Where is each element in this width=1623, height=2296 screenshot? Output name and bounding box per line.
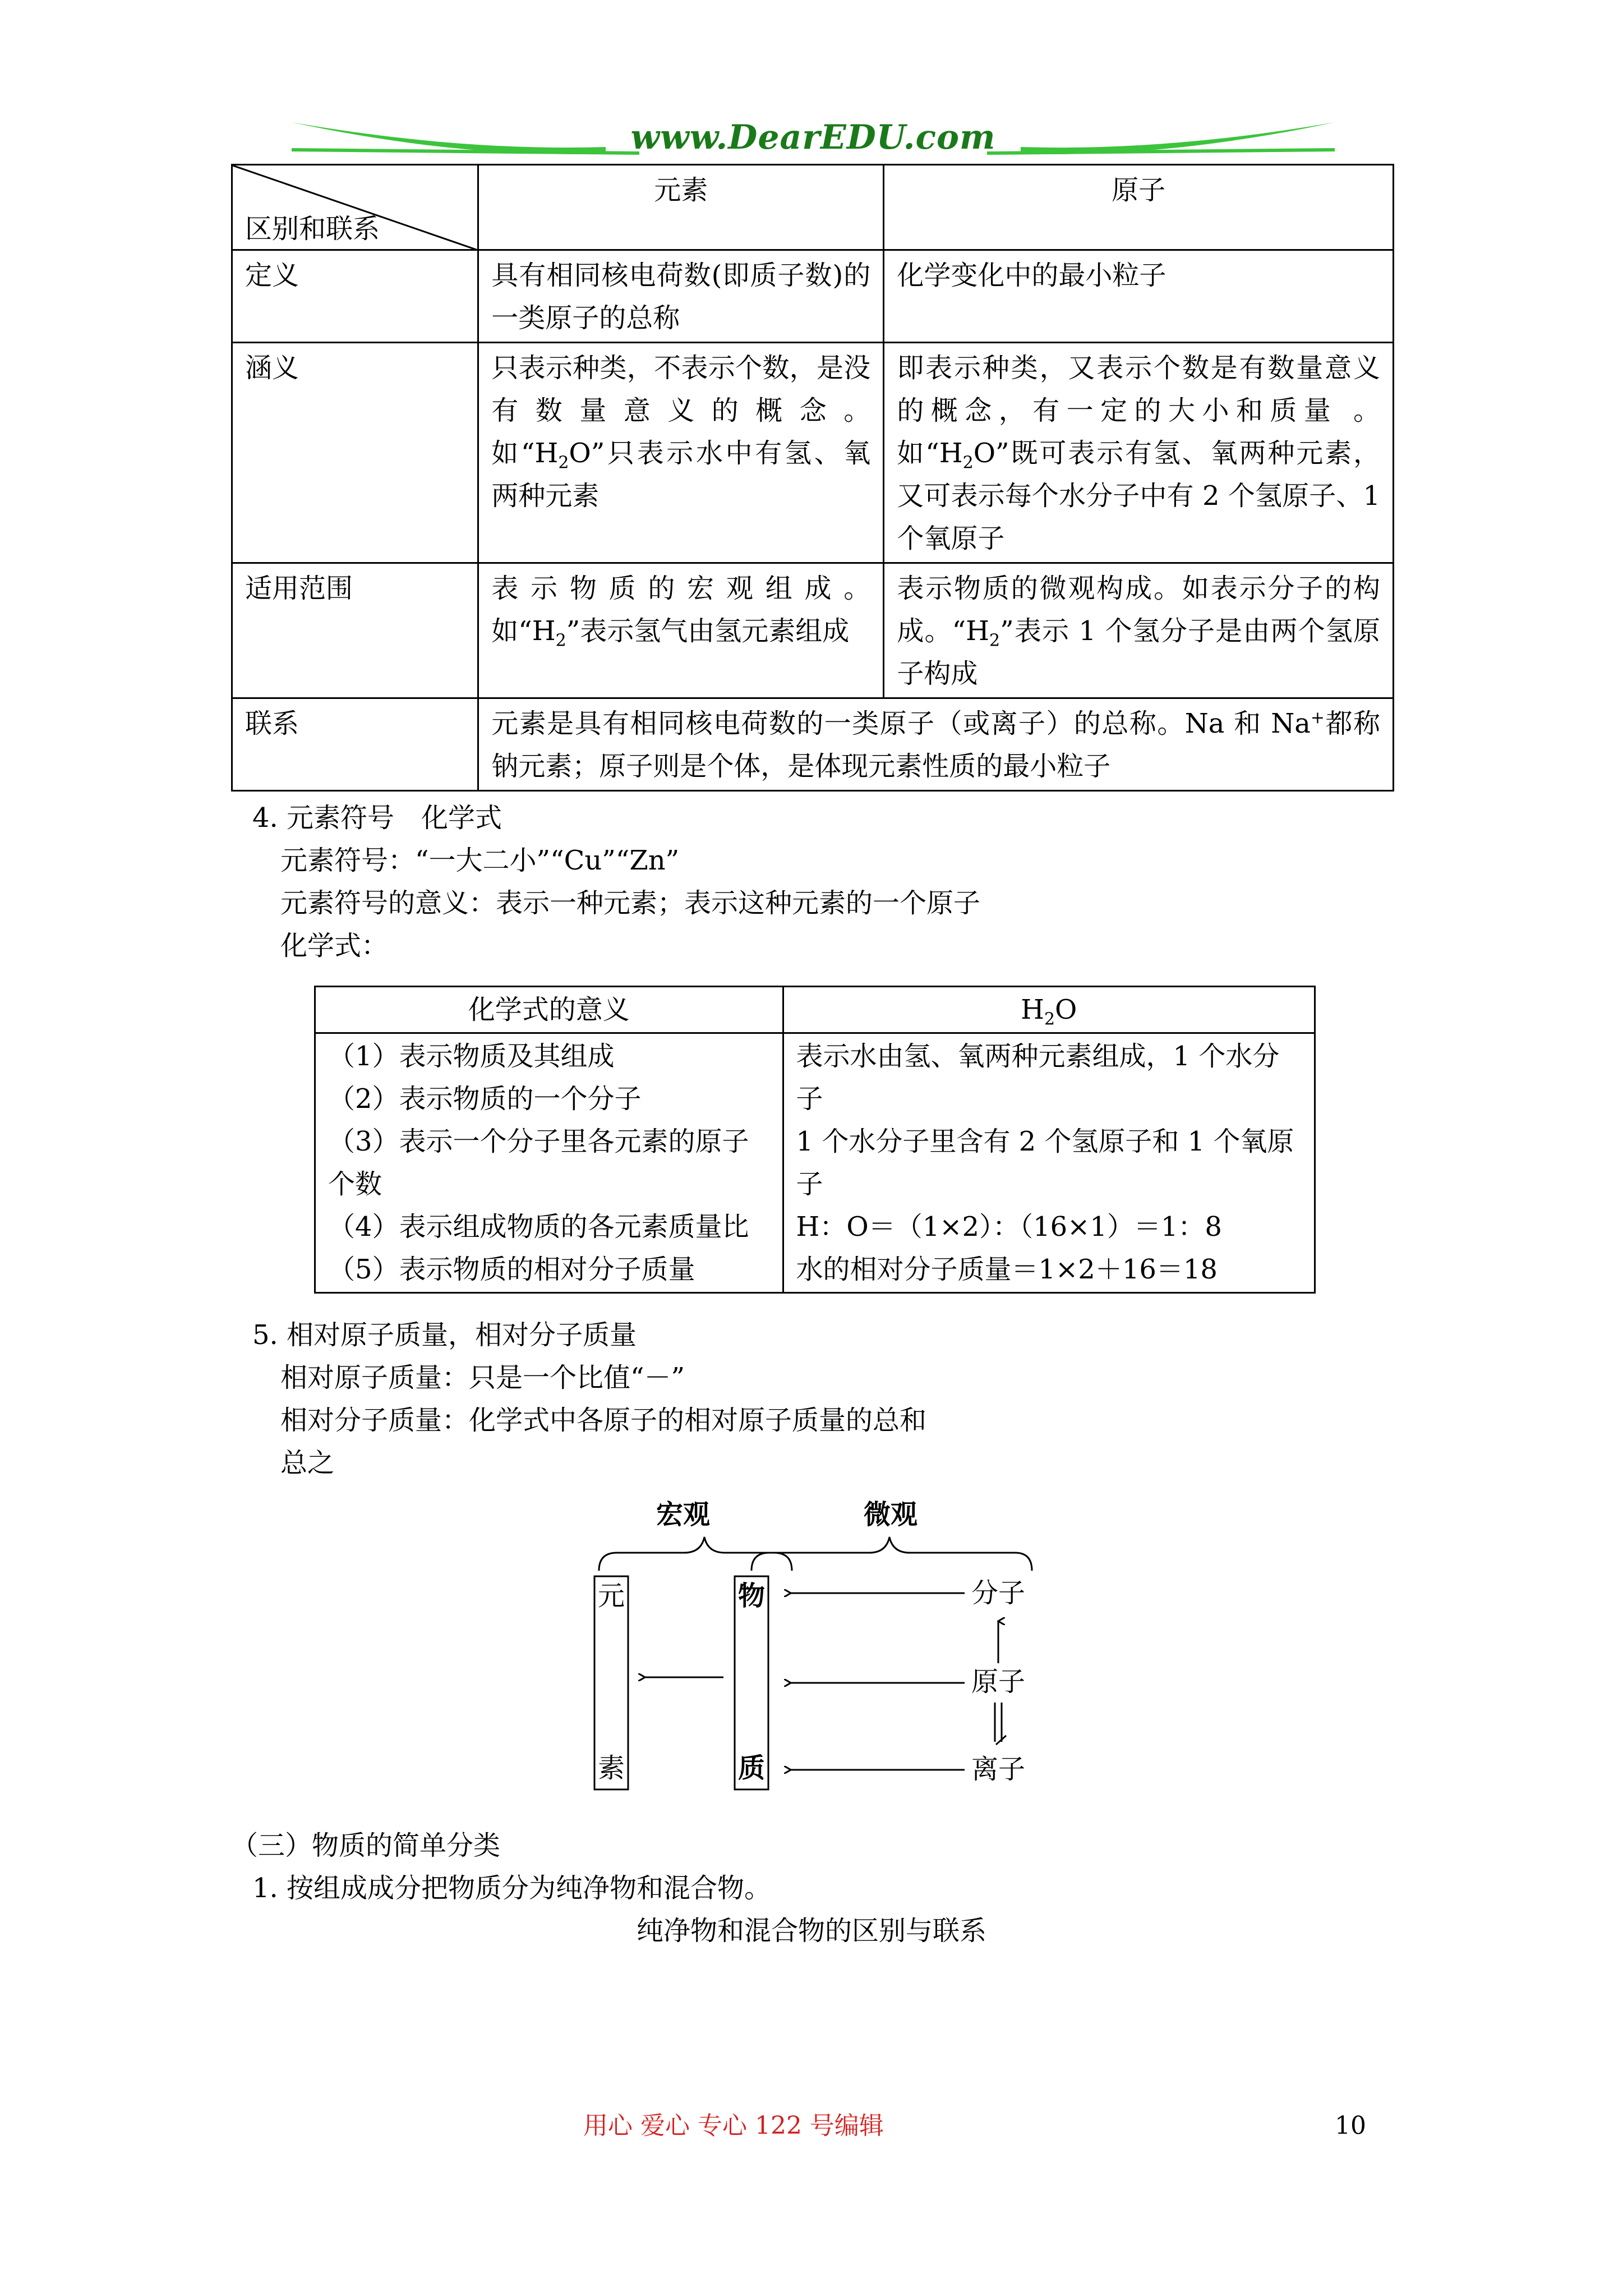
header-h2o: $H_2O$ — [783, 987, 1315, 1033]
list-item: （5）表示物质的相对分子质量 — [328, 1254, 695, 1285]
banner-title: www.DearEDU.com — [630, 118, 996, 157]
cell-merged: 元素是具有相同核电荷数的一类原子（或离子）的总称。Na 和 Na+都称钠元素；原子则是个体，是体现元素性质的最小粒子 — [478, 698, 1394, 791]
list-item: （1）表示物质及其组成 — [328, 1041, 615, 1072]
list-item: 子 — [796, 1083, 823, 1115]
ion-label: 离子 — [971, 1754, 1026, 1785]
section4-line3: 化学式： — [280, 930, 389, 961]
section5-line1: 相对原子质量：只是一个比值“－” — [280, 1362, 685, 1393]
col-header-element: 元素 — [478, 165, 884, 250]
footer-text: 用心 爱心 专心 122 号编辑 — [583, 2111, 884, 2140]
list-item: 水的相对分子质量＝1×2＋16＝18 — [796, 1254, 1218, 1285]
list-item: （4）表示组成物质的各元素质量比 — [328, 1211, 749, 1243]
micro-label: 微观 — [864, 1499, 918, 1530]
section4-line1: 元素符号：“一大二小”“Cu”“Zn” — [280, 845, 680, 876]
section5-line2: 相对分子质量：化学式中各原子的相对原子质量的总和 — [280, 1405, 927, 1436]
list-item: 个数 — [328, 1168, 382, 1200]
corner-label: 区别和联系 — [245, 213, 380, 245]
page-number: 10 — [1335, 2111, 1366, 2140]
macro-micro-diagram — [583, 1487, 1066, 1801]
table-row — [232, 698, 1394, 791]
list-item: 表示水由氢、氧两种元素组成，1 个水分 — [796, 1041, 1280, 1072]
list-item: （2）表示物质的一个分子 — [328, 1083, 642, 1115]
list-item: 1 个水分子里含有 2 个氢原子和 1 个氧原 — [796, 1126, 1294, 1157]
list-item: H：O＝（1×2）：（16×1）＝1：8 — [796, 1211, 1222, 1243]
section4-line2: 元素符号的意义：表示一种元素；表示这种元素的一个原子 — [280, 887, 981, 919]
row-label: 涵义 — [232, 343, 478, 563]
header-banner — [292, 112, 1335, 168]
cell-atom: 即表示种类，又表示个数是有数量意义的概念，有一定的大小和质量 。如“$H_2O$”既可表示有氢、氧两种元素，又可表示每个水分子中有 2 个氢原子、1 个氧原子 — [884, 343, 1394, 563]
section5-line3: 总之 — [280, 1447, 335, 1479]
table-row — [232, 250, 1394, 343]
section5-heading: 5. 相对原子质量，相对分子质量 — [252, 1319, 637, 1351]
atom-label: 原子 — [971, 1666, 1026, 1697]
header-meaning: 化学式的意义 — [315, 987, 783, 1033]
substance-char-bottom: 质 — [738, 1752, 766, 1784]
cell-element: 表示物质的宏观组成。如“$H_2$”表示氢气由氢元素组成 — [478, 563, 884, 698]
h2o-list — [783, 1033, 1315, 1293]
row-label: 联系 — [232, 698, 478, 791]
substance-char-top: 物 — [738, 1580, 766, 1612]
cell-element: 只表示种类，不表示个数，是没有数量意义的概念。如“$H_2O$”只表示水中有氢、氧两种元素 — [478, 343, 884, 563]
formula-meaning-table — [314, 986, 1316, 1294]
list-item: （3）表示一个分子里各元素的原子 — [328, 1126, 749, 1157]
row-label: 适用范围 — [232, 563, 478, 698]
element-char-top: 元 — [598, 1580, 625, 1612]
cell-element: 具有相同核电荷数(即质子数)的一类原子的总称 — [478, 250, 884, 343]
row-label: 定义 — [232, 250, 478, 343]
cell-atom: 化学变化中的最小粒子 — [884, 250, 1394, 343]
cell-atom: 表示物质的微观构成。如表示分子的构成。“$H_2$”表示 1 个氢分子是由两个氢原子构成 — [884, 563, 1394, 698]
element-char-bottom: 素 — [598, 1752, 625, 1784]
list-item: 子 — [796, 1168, 823, 1200]
table-corner-cell — [232, 165, 478, 250]
macro-label: 宏观 — [656, 1499, 711, 1530]
section3-heading: （三）物质的简单分类 — [231, 1830, 501, 1861]
meaning-list — [315, 1033, 783, 1293]
section3-line1: 1. 按组成成分把物质分为纯净物和混合物。 — [252, 1872, 772, 1904]
section3-caption: 纯净物和混合物的区别与联系 — [636, 1915, 986, 1947]
molecule-label: 分子 — [971, 1577, 1026, 1609]
table-row — [232, 343, 1394, 563]
section4-heading: 4. 元素符号 化学式 — [252, 802, 502, 834]
element-atom-table — [231, 164, 1394, 792]
col-header-atom: 原子 — [884, 165, 1394, 250]
table-row — [232, 563, 1394, 698]
